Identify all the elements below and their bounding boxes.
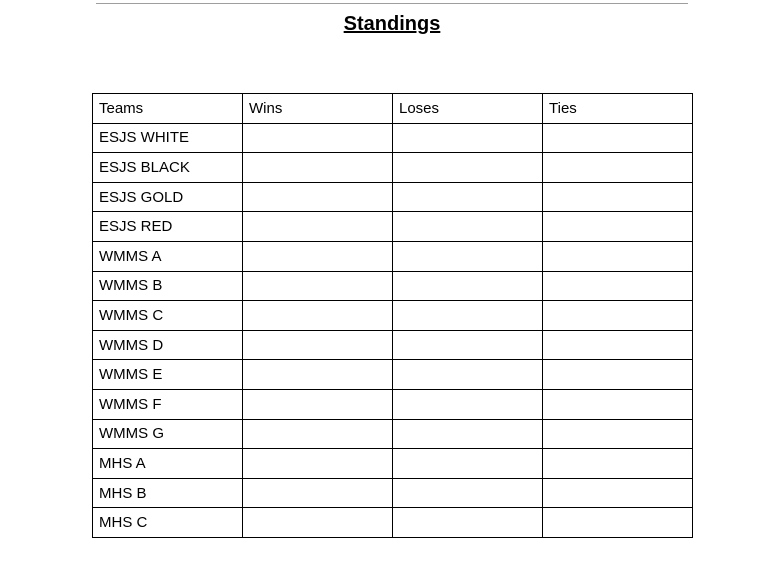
ties-cell[interactable] — [543, 449, 693, 479]
wins-cell[interactable] — [243, 153, 393, 183]
header-divider — [96, 3, 688, 4]
table-row — [93, 301, 693, 331]
loses-cell[interactable] — [393, 419, 543, 449]
ties-cell[interactable] — [543, 419, 693, 449]
ties-cell[interactable] — [543, 389, 693, 419]
table-row — [93, 241, 693, 271]
team-cell[interactable]: ESJS GOLD — [93, 182, 243, 212]
team-cell[interactable]: WMMS D — [93, 330, 243, 360]
wins-cell[interactable] — [243, 478, 393, 508]
loses-cell[interactable] — [393, 271, 543, 301]
team-cell[interactable]: MHS B — [93, 478, 243, 508]
column-header-ties[interactable]: Ties — [543, 94, 693, 124]
table-row — [93, 153, 693, 183]
wins-cell[interactable] — [243, 330, 393, 360]
ties-cell[interactable] — [543, 478, 693, 508]
loses-cell[interactable] — [393, 389, 543, 419]
team-cell[interactable]: WMMS F — [93, 389, 243, 419]
loses-cell[interactable] — [393, 330, 543, 360]
ties-cell[interactable] — [543, 123, 693, 153]
team-cell[interactable]: WMMS E — [93, 360, 243, 390]
loses-cell[interactable] — [393, 212, 543, 242]
table-row — [93, 478, 693, 508]
team-cell[interactable]: ESJS WHITE — [93, 123, 243, 153]
team-cell[interactable]: WMMS C — [93, 301, 243, 331]
loses-cell[interactable] — [393, 123, 543, 153]
loses-cell[interactable] — [393, 508, 543, 538]
ties-cell[interactable] — [543, 241, 693, 271]
ties-cell[interactable] — [543, 301, 693, 331]
ties-cell[interactable] — [543, 508, 693, 538]
loses-cell[interactable] — [393, 449, 543, 479]
table-row — [93, 419, 693, 449]
table-row — [93, 123, 693, 153]
ties-cell[interactable] — [543, 182, 693, 212]
team-cell[interactable]: WMMS G — [93, 419, 243, 449]
team-cell[interactable]: WMMS B — [93, 271, 243, 301]
table-row — [93, 389, 693, 419]
wins-cell[interactable] — [243, 449, 393, 479]
page-title: Standings — [343, 13, 441, 35]
team-cell[interactable]: MHS C — [93, 508, 243, 538]
ties-cell[interactable] — [543, 212, 693, 242]
table-row — [93, 449, 693, 479]
column-header-loses[interactable]: Loses — [393, 94, 543, 124]
wins-cell[interactable] — [243, 271, 393, 301]
table-row — [93, 271, 693, 301]
table-body — [93, 123, 693, 537]
standings-table — [92, 93, 693, 538]
wins-cell[interactable] — [243, 123, 393, 153]
ties-cell[interactable] — [543, 153, 693, 183]
loses-cell[interactable] — [393, 153, 543, 183]
wins-cell[interactable] — [243, 241, 393, 271]
ties-cell[interactable] — [543, 330, 693, 360]
team-cell[interactable]: ESJS BLACK — [93, 153, 243, 183]
loses-cell[interactable] — [393, 301, 543, 331]
ties-cell[interactable] — [543, 271, 693, 301]
loses-cell[interactable] — [393, 360, 543, 390]
ties-cell[interactable] — [543, 360, 693, 390]
wins-cell[interactable] — [243, 301, 393, 331]
table-row — [93, 330, 693, 360]
team-cell[interactable]: MHS A — [93, 449, 243, 479]
loses-cell[interactable] — [393, 478, 543, 508]
team-cell[interactable]: ESJS RED — [93, 212, 243, 242]
loses-cell[interactable] — [393, 182, 543, 212]
column-header-teams[interactable]: Teams — [93, 94, 243, 124]
table-row — [93, 508, 693, 538]
wins-cell[interactable] — [243, 419, 393, 449]
table-row — [93, 212, 693, 242]
wins-cell[interactable] — [243, 182, 393, 212]
table-row — [93, 182, 693, 212]
table-header-row — [93, 94, 693, 124]
table-row — [93, 360, 693, 390]
wins-cell[interactable] — [243, 360, 393, 390]
team-cell[interactable]: WMMS A — [93, 241, 243, 271]
wins-cell[interactable] — [243, 389, 393, 419]
loses-cell[interactable] — [393, 241, 543, 271]
wins-cell[interactable] — [243, 508, 393, 538]
column-header-wins[interactable]: Wins — [243, 94, 393, 124]
wins-cell[interactable] — [243, 212, 393, 242]
